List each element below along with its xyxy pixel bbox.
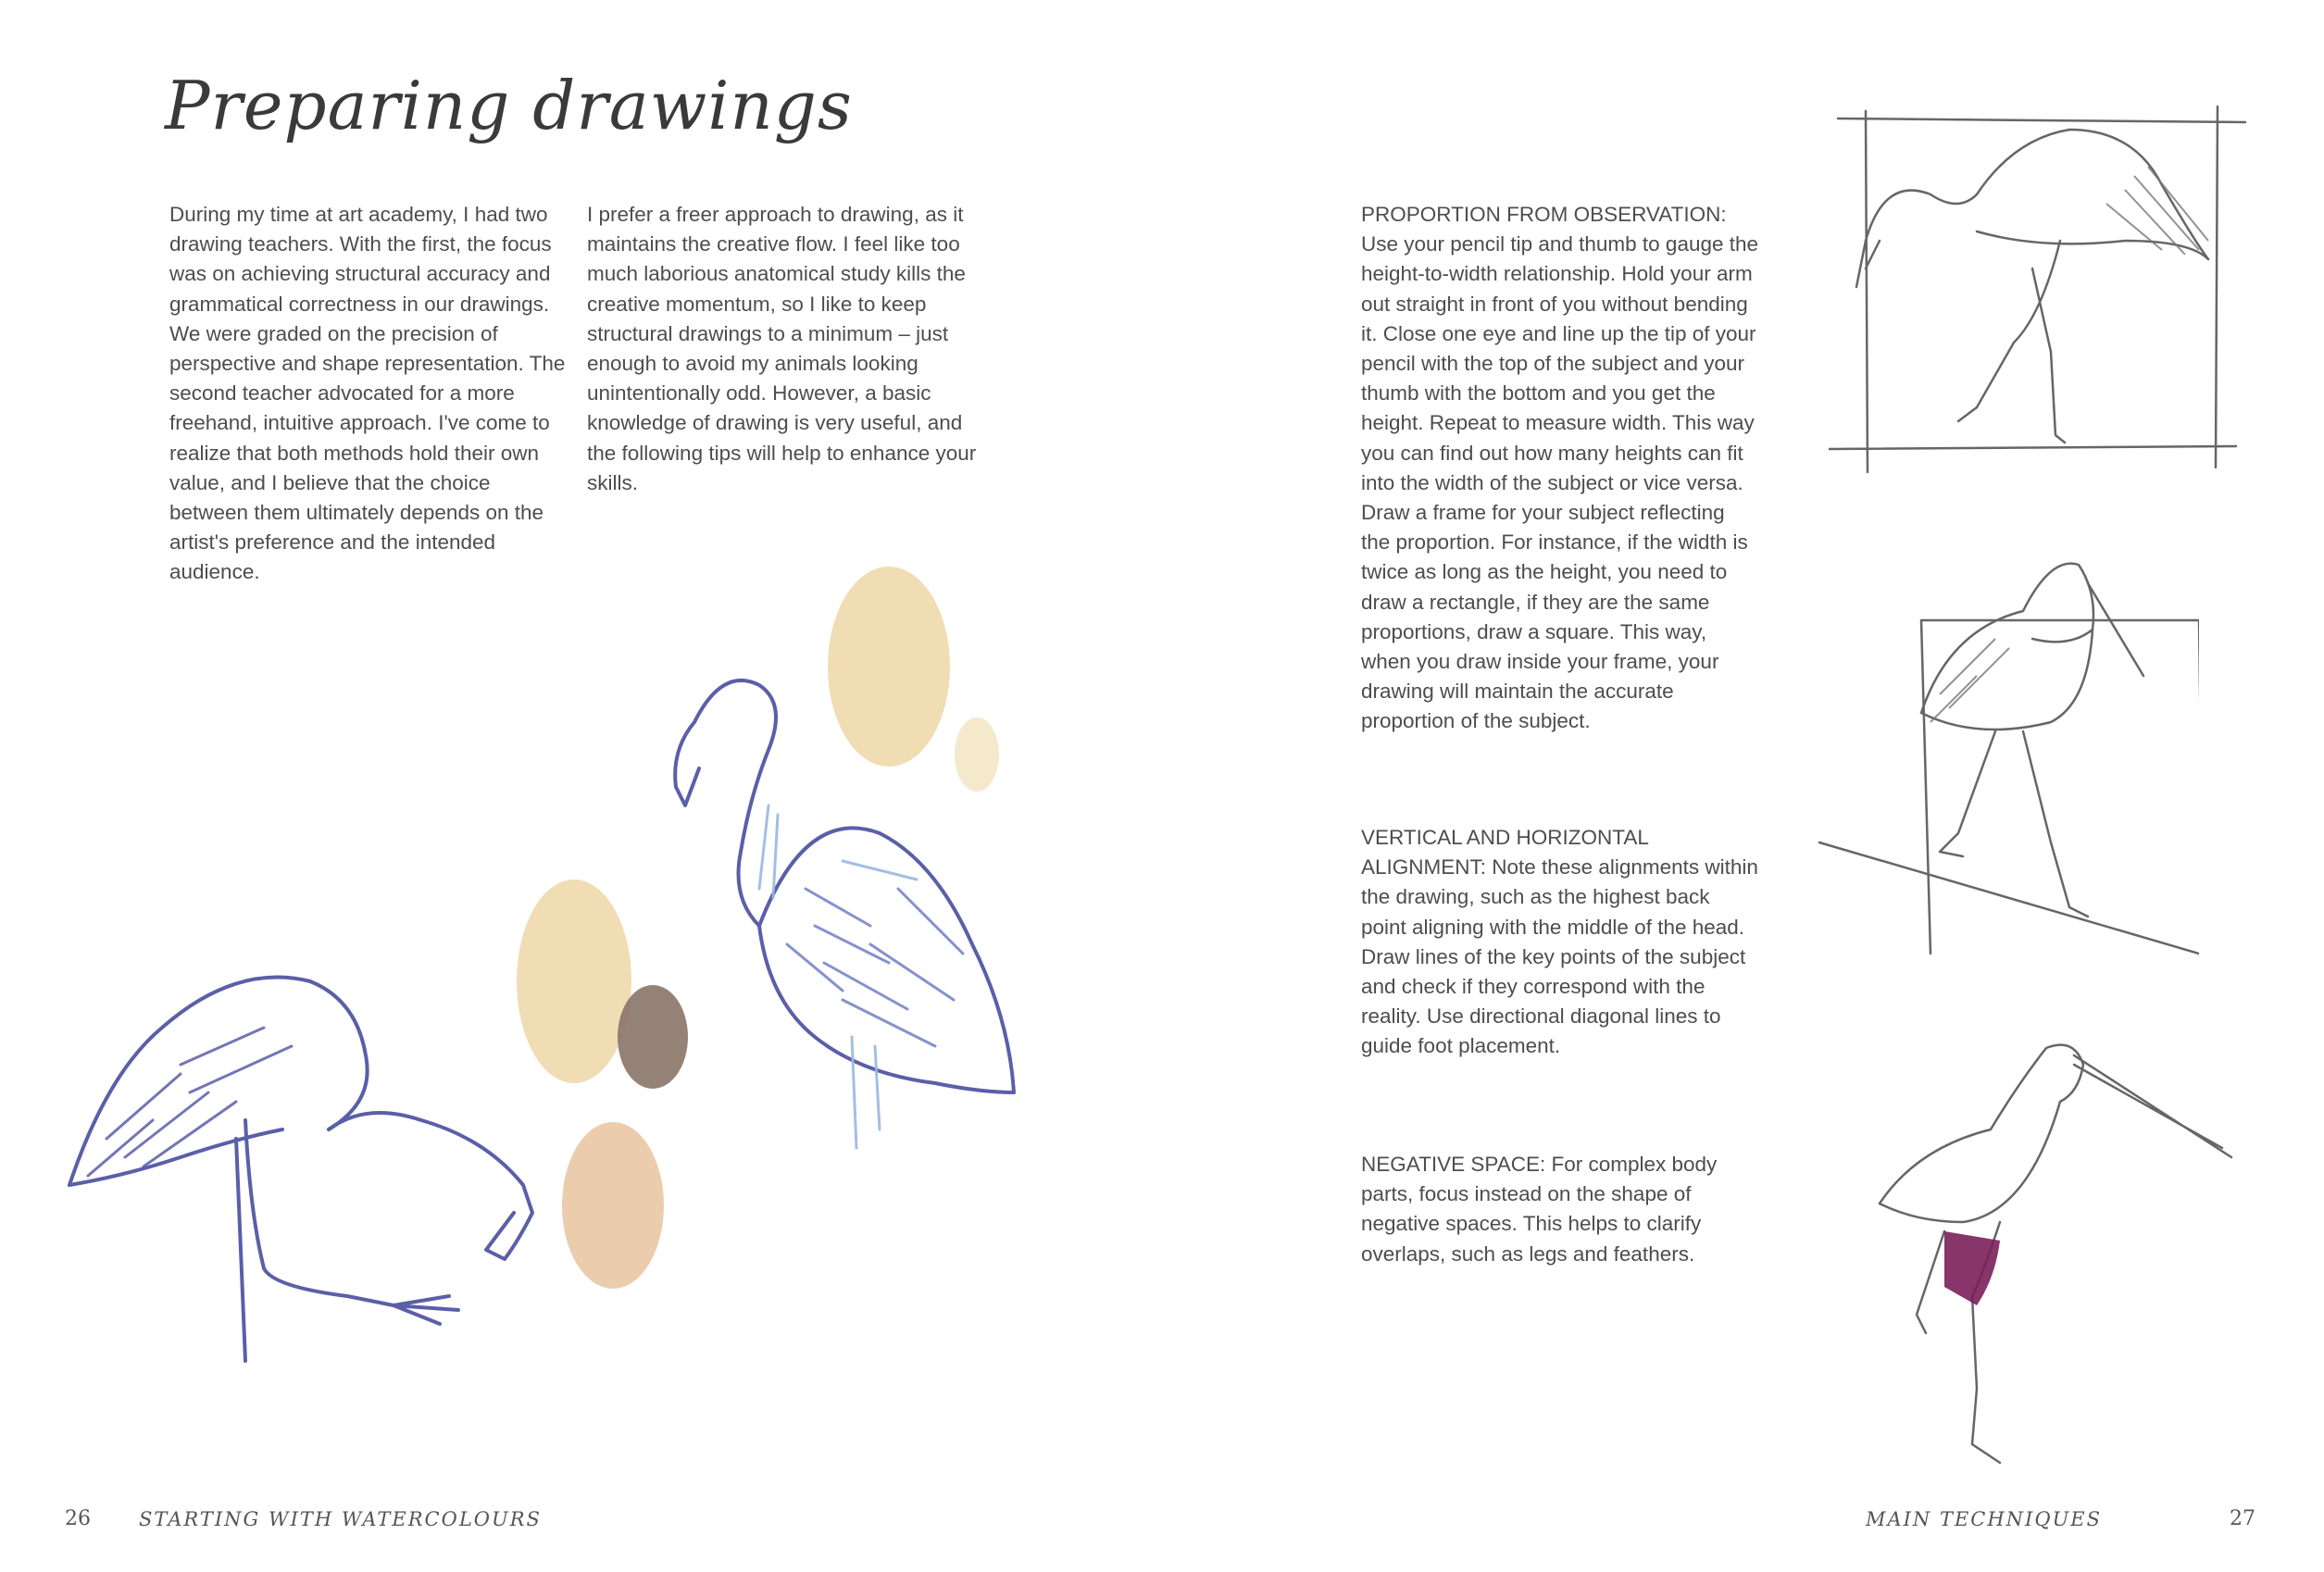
page-title: Preparing drawings — [165, 67, 853, 144]
right-page-number: 27 — [2230, 1507, 2255, 1530]
flamingo-bending-sketch — [51, 935, 569, 1416]
swatch-sienna — [562, 1122, 664, 1289]
tip-proportion: PROPORTION FROM OBSERVATION: Use your pencil tip and thumb to gauge the height-to-width relationship. Hold your arm out straight in front of you without bending it. Close one eye and line up the tip of your pencil with the top of the subject and your thumb with the bottom and you get the height. Repeat to measure width. This way you can find out how many heights can fit into the width of the subject or vice versa. Draw a frame for your subject reflecting the proportion. For instance, if the width is twice as long as the height, you need to draw a rectangle, if they are the same proportions, draw a square. This way, when you draw inside your frame, your drawing will maintain the accurate proportion of the subject. — [1361, 203, 1759, 733]
stork-negative-space-sketch — [1861, 1037, 2250, 1481]
negative-space-accent — [1944, 1231, 2000, 1305]
intro-column-1: During my time at art academy, I had two drawing teachers. With the first, the focus was on achieving structural accuracy and grammatical correctness in our drawings. We were graded on the precision of perspective and shape representation. The second teacher advocated for a more freehand, intuitive approach. I've come to realize that both methods hold their own value, and I believe that the choice between them ultimately depends on the artist's preference and the intended audience. — [169, 203, 566, 584]
right-running-head: MAIN TECHNIQUES — [1865, 1508, 2102, 1530]
flamingo-standing-sketch — [657, 648, 1046, 1167]
left-running-head: STARTING WITH WATERCOLOURS — [139, 1508, 542, 1530]
tip-alignment: VERTICAL AND HORIZONTAL ALIGNMENT: Note these alignments within the drawing, such as the highest back point aligning with the middle of the head. Draw lines of the key points of the subject and check if they correspond with the reality. Use directional diagonal lines to guide foot placement. — [1361, 826, 1758, 1058]
left-page-number: 26 — [65, 1507, 91, 1530]
tip-negative-space: NEGATIVE SPACE: For complex body parts, focus instead on the shape of negative spaces. This helps to clarify overlaps, such as legs and feathers. — [1361, 1153, 1718, 1266]
intro-column-2: I prefer a freer approach to drawing, as it maintains the creative flow. I feel like too much laborious anatomical study kills the creative momentum, so I like to keep structural drawings to a minimum – just enough to avoid my animals looking unintentionally odd. However, a basic knowledge of drawing is very useful, and the following tips will help to enhance your skills. — [587, 203, 977, 494]
stork-alignment-sketch — [1810, 537, 2199, 972]
stork-framed-sketch — [1829, 102, 2255, 491]
